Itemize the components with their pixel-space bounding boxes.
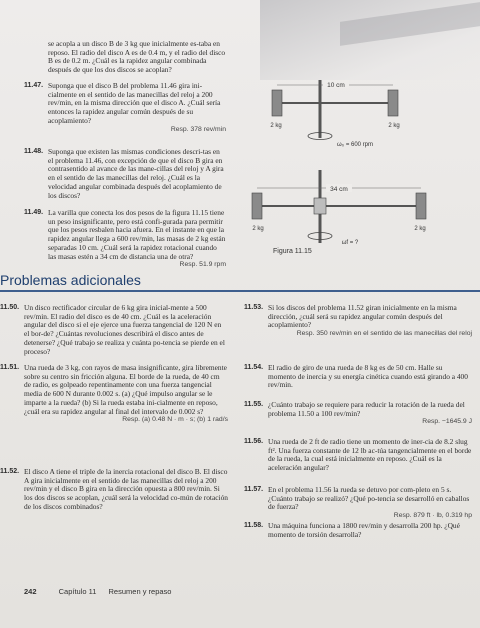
bottom-omega-label: ωf = ? <box>341 240 359 246</box>
problem-text: Si los discos del problema 11.52 giran inicialmente en la misma dirección, ¿cuál será su rapidez angular común después del acoplamiento? <box>268 303 457 330</box>
problem-number: 11.53. <box>244 304 264 311</box>
top-left-mass <box>272 90 282 116</box>
problem-text: El disco A tiene el triple de la inercia rotacional del disco B. El disco A gira inicialmente en el sentido de las manecillas del reloj a 200 rev/min y el disco B gira en la dirección opuesta a 800 rev/min. Si los dos discos se acoplan, ¿cuál será la velocidad co-mún de rotación de los discos combinados? <box>24 467 228 511</box>
top-mass-left-label: 2 kg <box>270 123 282 129</box>
bottom-right-mass <box>416 193 426 219</box>
problem-answer: Resp. (a) 0.48 N · m · s; (b) 1 rad/s <box>122 416 228 424</box>
problem-answer: Resp. 350 rev/min en el sentido de las manecillas del reloj <box>296 330 472 338</box>
footer-chapter: Capítulo 11 <box>58 587 97 596</box>
figure-11-15 <box>250 78 430 248</box>
problem-number: 11.57. <box>244 486 264 493</box>
bottom-distance-label: 34 cm <box>330 186 348 193</box>
page-footer <box>24 587 171 596</box>
problem-number: 11.54. <box>244 364 264 371</box>
problem-number: 11.56. <box>244 438 264 445</box>
problem-answer: Resp. 378 rev/min <box>170 125 226 133</box>
problem-number: 11.52. <box>0 468 20 475</box>
problem-answer: Resp. −1645.9 J <box>422 418 472 426</box>
figure-caption: Figura 11.15 <box>273 248 312 255</box>
bottom-hub <box>314 198 326 214</box>
footer-section: Resumen y repaso <box>108 587 172 596</box>
top-right-mass <box>388 90 398 116</box>
problem-text: Suponga que el disco B del problema 11.46 gira ini-cialmente en el sentido de las manecillas del reloj a 200 rev/min, en la misma dirección que el disco A. ¿Cuál sería entonces la rapidez angular común después de su acoplamiento? <box>48 81 221 125</box>
bottom-left-mass <box>252 193 262 219</box>
problem-text: La varilla que conecta los dos pesos de la figura 11.15 tiene un peso insignificante, pero está confi-gurada para permitir que los pesos resbalen hacia afuera. En el instante en que la rapidez angular llega a 600 rev/min, las masas de 2 kg están separadas 10 cm. ¿Cuál será la rapidez rotacional cuando las masas estén a 34 cm de distancia una de otra? <box>48 208 226 261</box>
problem-text: Suponga que existen las mismas condiciones descri-tas en el problema 11.46, con excepción de que el disco B gira en contrasentido al avance de las mane-cillas del reloj y A gira en el sentido de las manecillas del reloj. ¿Cuál es la velocidad angular combinada después del acoplamiento de los discos? <box>48 147 224 200</box>
page-number: 242 <box>24 587 37 596</box>
problem-text: se acopla a un disco B de 3 kg que inicialmente es-taba en reposo. El radio del disco A es de 0.4 m, y el radio del disco B es de 0.2 m. ¿Cuál es la rapidez angular combinada después de que los dos discos se acoplan? <box>48 39 226 75</box>
problem-text: Una rueda de 3 kg, con rayos de masa insignificante, gira libremente sobre su centro sin fricción alguna. El borde de la rueda, de 40 cm de radio, es golpeado repentinamente con una fuerza tangencial media de 600 N durante 0.002 s. (a) ¿Qué impulso angular se le imparte a la rueda? (b) Si la rueda estaba ini-cialmente en reposo, ¿cuál era su rapidez angular al final del intervalo de 0.002 s? <box>24 363 227 416</box>
problem-number: 11.58. <box>244 522 264 529</box>
problem-text: Una rueda de 2 ft de radio tiene un momento de iner-cia de 8.2 slug ft². Una fuerza constante de 12 lb ac-túa tangencialmente en el borde de la rueda, la cual está inicialmente en reposo. ¿Cuál es la aceleración angular? <box>268 437 472 473</box>
problem-number: 11.47. <box>24 82 44 89</box>
problem-text: En el problema 11.56 la rueda se detuvo por com-pleto en 5 s. ¿Cuánto trabajo se realizó? ¿Qué po-tencia se desarrolló en caballos de fuerza? <box>268 485 470 512</box>
problem-answer: Resp. 879 ft · lb, 0.319 hp <box>393 512 472 520</box>
section-divider <box>0 290 480 292</box>
top-omega-label: ω₀ = 600 rpm <box>336 142 374 148</box>
bottom-mass-right-label: 2 kg <box>414 226 426 232</box>
problem-number: 11.48. <box>24 148 44 155</box>
section-title: Problemas adicionales <box>0 272 141 288</box>
problem-number: 11.55. <box>244 401 264 408</box>
top-mass-right-label: 2 kg <box>388 123 400 129</box>
problem-text: El radio de giro de una rueda de 8 kg es de 50 cm. Halle su momento de inercia y su energía cinética cuando está girando a 400 rev/min. <box>268 363 468 390</box>
problem-text: Un disco rectificador circular de 6 kg gira inicial-mente a 500 rev/min. El radio del disco es de 40 cm. ¿Cuál es la aceleración angular del disco si el eje ejerce una fuerza tangencial de 120 N en el bor-de? ¿Cuántas revoluciones describirá el disco antes de detenerse? ¿Qué trabajo se realiza y cuánta po-tencia se pierde en el proceso? <box>24 303 225 356</box>
bottom-assembly <box>252 170 426 246</box>
problem-number: 11.50. <box>0 304 20 311</box>
problem-text: Una máquina funciona a 1800 rev/min y desarrolla 200 hp. ¿Qué momento de torsión desarrolla? <box>268 521 460 539</box>
top-distance-label: 10 cm <box>327 82 345 89</box>
problem-answer: Resp. 51.9 rpm <box>179 261 226 269</box>
problem-text: ¿Cuánto trabajo se requiere para reducir la rotación de la rueda del problema 11.50 a 100 rev/min? <box>268 400 465 418</box>
top-assembly <box>270 80 399 148</box>
problem-number: 11.51. <box>0 364 20 371</box>
problem-number: 11.49. <box>24 209 44 216</box>
bottom-mass-left-label: 2 kg <box>252 226 264 232</box>
